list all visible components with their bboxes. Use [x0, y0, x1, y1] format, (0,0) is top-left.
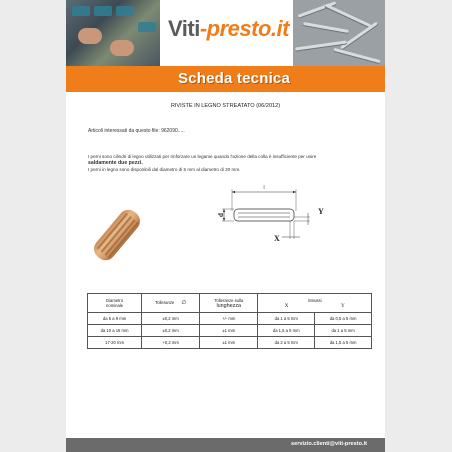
articles-line: Articoli interessati da questo file: 962090..... — [88, 128, 185, 134]
diameter-label: d — [217, 213, 225, 217]
header-logo-area — [160, 0, 293, 66]
banner-title: Scheda tecnica — [178, 70, 291, 87]
dowel-groove — [105, 219, 136, 255]
table-row — [88, 325, 372, 337]
header-smussi — [258, 294, 372, 313]
banner-bar — [66, 66, 385, 92]
cell-diametro: da 10 a 16 mm — [88, 325, 142, 337]
header-text: Tolleranze sulla — [214, 297, 244, 303]
tray-shape — [72, 6, 90, 16]
dowel-drawing — [202, 183, 342, 253]
cell-y: da 0,5 a 5 mm — [315, 313, 372, 325]
description-line: I perni sono cilindri di legno utilizzati per rinforzare un legame quando l'azione della colla è insufficiente per unire — [88, 154, 317, 159]
brand-logo — [168, 16, 289, 42]
cell-x: da 1 a 5 mm — [258, 313, 315, 325]
table-header-row — [88, 294, 372, 313]
tray-shape — [116, 6, 134, 16]
header-text: Tolleranze — [155, 300, 175, 305]
description — [88, 154, 378, 173]
description-line-bold: saldamente due pezzi. — [88, 160, 143, 167]
tolerance-table — [87, 293, 372, 349]
cell-lunghezza: ±1 mm — [200, 325, 258, 337]
dowel-outline — [234, 209, 294, 221]
x-label: X — [274, 234, 280, 243]
header-text: lunghezza — [216, 302, 242, 309]
table-row — [88, 313, 372, 325]
y-label: Y — [318, 207, 324, 216]
cell-x: da 1,5 a 5 mm — [258, 325, 315, 337]
cell-lunghezza: ±1 mm — [200, 337, 258, 349]
tray-shape — [94, 6, 112, 16]
length-label: l — [263, 185, 265, 191]
diameter-symbol-icon: ∅ — [181, 300, 187, 306]
header-y: Y — [340, 302, 345, 309]
header-diametro — [88, 294, 142, 313]
arrow-down — [223, 218, 225, 221]
screw-shape — [333, 48, 380, 63]
cell-tolleranze: +0,2 mm — [142, 337, 200, 349]
cell-y: da 1 a 5 mm — [315, 325, 372, 337]
wood-dowel-image — [90, 206, 144, 265]
screw-shape — [298, 1, 337, 17]
arrow-up — [223, 209, 225, 212]
hand-shape — [110, 40, 134, 56]
header-tolleranze-lunghezza — [200, 294, 258, 313]
cell-tolleranze: ±0,2 mm — [142, 325, 200, 337]
cell-x: da 2 a 5 mm — [258, 337, 315, 349]
hand-shape — [78, 28, 102, 44]
header-text: nominale — [106, 303, 124, 308]
header-x: X — [284, 302, 289, 309]
header-tolleranze — [142, 294, 200, 313]
footer-bar — [66, 438, 385, 452]
header-text: Smussi — [307, 297, 322, 303]
arrow-right — [293, 191, 296, 193]
logo-accent-text: -presto.it — [199, 16, 289, 41]
footer-email-link[interactable]: servizio.clienti@viti-presto.it — [290, 441, 367, 447]
cell-y: da 1,5 a 5 mm — [315, 337, 372, 349]
screw-shape — [340, 22, 378, 50]
table-row — [88, 337, 372, 349]
cell-lunghezza: +/- mm — [200, 313, 258, 325]
document-title: RIVISTE IN LEGNO STREATATO (06/2012) — [170, 103, 281, 109]
logo-main-text: Viti — [168, 16, 200, 41]
cell-tolleranze: ±0,2 mm — [142, 313, 200, 325]
cell-diametro: 17-20 mm — [88, 337, 142, 349]
description-line: I perni in legno sono disponibili dal diametro di 5 mm al diametro di 20 mm. — [88, 166, 241, 172]
header-photo-screws — [293, 0, 385, 66]
tray-shape — [138, 22, 156, 32]
screw-shape — [325, 4, 372, 28]
arrow-left — [232, 191, 235, 193]
screw-shape — [303, 22, 349, 33]
header-text: Diametro — [106, 298, 124, 303]
header-photo-tools — [66, 0, 160, 66]
technical-sheet-page — [66, 0, 385, 452]
cell-diametro: da 5 a 9 mm — [88, 313, 142, 325]
